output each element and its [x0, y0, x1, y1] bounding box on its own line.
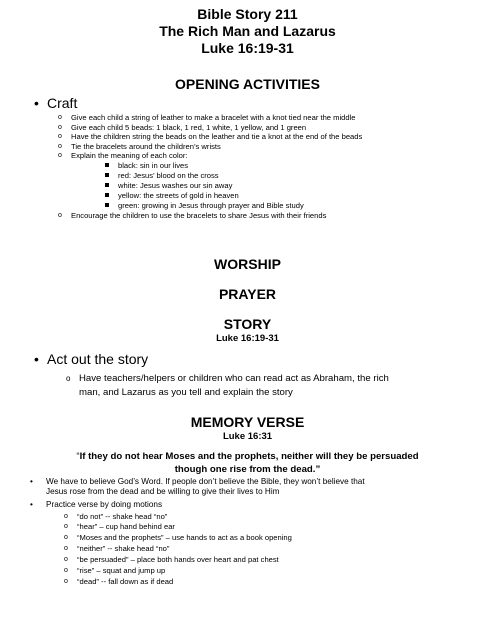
worship-heading: WORSHIP — [214, 256, 281, 272]
color-meaning-item: black: sin in our lives — [118, 161, 188, 170]
story-heading: STORY — [223, 316, 272, 332]
color-meaning-item: red: Jesus’ blood on the cross — [118, 171, 219, 180]
memory-bullet: • Practice verse by doing motions — [30, 500, 163, 509]
document-title-line-2: The Rich Man and Lazarus — [159, 23, 336, 39]
craft-item: o Tie the bracelets around the children’s wrists — [58, 141, 221, 151]
craft-item: o Give each child a string of leather to make a bracelet with a knot tied near the middle — [58, 113, 356, 122]
craft-item: o Explain the meaning of each color: — [58, 151, 188, 160]
document-title-line-3: Luke 16:19-31 — [201, 40, 294, 56]
story-reference: Luke 16:19-31 — [216, 333, 279, 344]
memory-bullet: • We have to believe God’s Word. If people don’t believe the Bible, they won’t believe that Jesus rose from the dead and be willing to give their lives to Him — [30, 477, 365, 496]
memory-verse-heading: MEMORY VERSE — [190, 414, 305, 430]
color-meaning-item: green: growing in Jesus through prayer and Bible study — [118, 201, 304, 210]
craft-item: o Encourage the children to use the bracelets to share Jesus with their friends — [58, 211, 327, 220]
document-title-line-1: Bible Story 211 — [197, 6, 298, 22]
memory-verse-reference: Luke 16:31 — [222, 431, 273, 442]
motion-item: o “dead” -- fall down as if dead — [64, 577, 174, 586]
act-out-label: Act out the story — [47, 351, 149, 367]
motion-item: o “rise” – squat and jump up — [64, 566, 166, 575]
story-item: o Have teachers/helpers or children who can read act as Abraham, the rich man, and Lazarus as you tell and explain the story — [66, 373, 389, 398]
memory-verse-quote: “If they do not hear Moses and the prophets, neither will they be persuaded though one rise from the dead.” — [76, 451, 419, 475]
motion-item: o “do not” -- shake head “no” — [64, 512, 168, 521]
motion-item: o “Moses and the prophets” – use hands to act as a book opening — [64, 533, 292, 542]
craft-item: o Give each child 5 beads: 1 black, 1 red, 1 white, 1 yellow, and 1 green — [58, 122, 307, 132]
color-meaning-item: yellow: the streets of gold in heaven — [118, 191, 239, 200]
prayer-heading: PRAYER — [218, 286, 277, 302]
document-page: Bible Story 211 The Rich Man and Lazarus Luke 16:19-31 OPENING ACTIVITIES • Craft o Give each child a string of leather to make a bracelet with a knot tied near the middle o Give each child 5 beads: 1 black, 1 red, 1 white, 1 yellow, and 1 green o Have the children string the beads on the leather and tie a knot at the end of the beads o Tie the bracelets around the children’s wrists o Explain the meaning of each color: black: sin in our lives red: Jesus’ blood on the cross white: Jesus washes our sin away yellow: the streets of gold in heaven green: growing in Jesus through prayer and Bible study o Encourage the children to use the bracelets to share Jesus with their friends WORSHIP PRAYER STORY Luke 16:19-31 • Act out the story o Have teachers/helpers or children who can read act as Abraham, the rich man, and Lazarus as you tell and explain the story MEMORY VERSE Luke 16:31 “If they do not hear Moses and the prophets, neither will they be persuaded though one rise from the dead.” • We have to believe God’s Word. If people don’t believe the Bible, they won’t believe that Jesus rose from the dead and be willing to give their lives to Him • Practice verse by doing motions o “do not” -- shake head “no” o “hear” – cup hand behind ear o “Moses and the prophets” – use hands to act as a book opening o “neither” -- shake head “no” o “be persuaded” – place both hands over heart and pat chest o “rise” – squat and jump up o “dead” -- fall down as if dead — [0, 0, 495, 640]
motion-item: o “neither” -- shake head “no” — [64, 544, 170, 553]
motion-item: o “be persuaded” – place both hands over heart and pat chest — [64, 555, 279, 564]
opening-activities-heading: OPENING ACTIVITIES — [175, 76, 320, 92]
craft-item: o Have the children string the beads on the leather and tie a knot at the end of the beads — [58, 132, 363, 141]
color-meaning-item: white: Jesus washes our sin away — [118, 181, 232, 190]
motion-item: o “hear” – cup hand behind ear — [64, 522, 175, 531]
craft-label: Craft — [47, 95, 78, 111]
